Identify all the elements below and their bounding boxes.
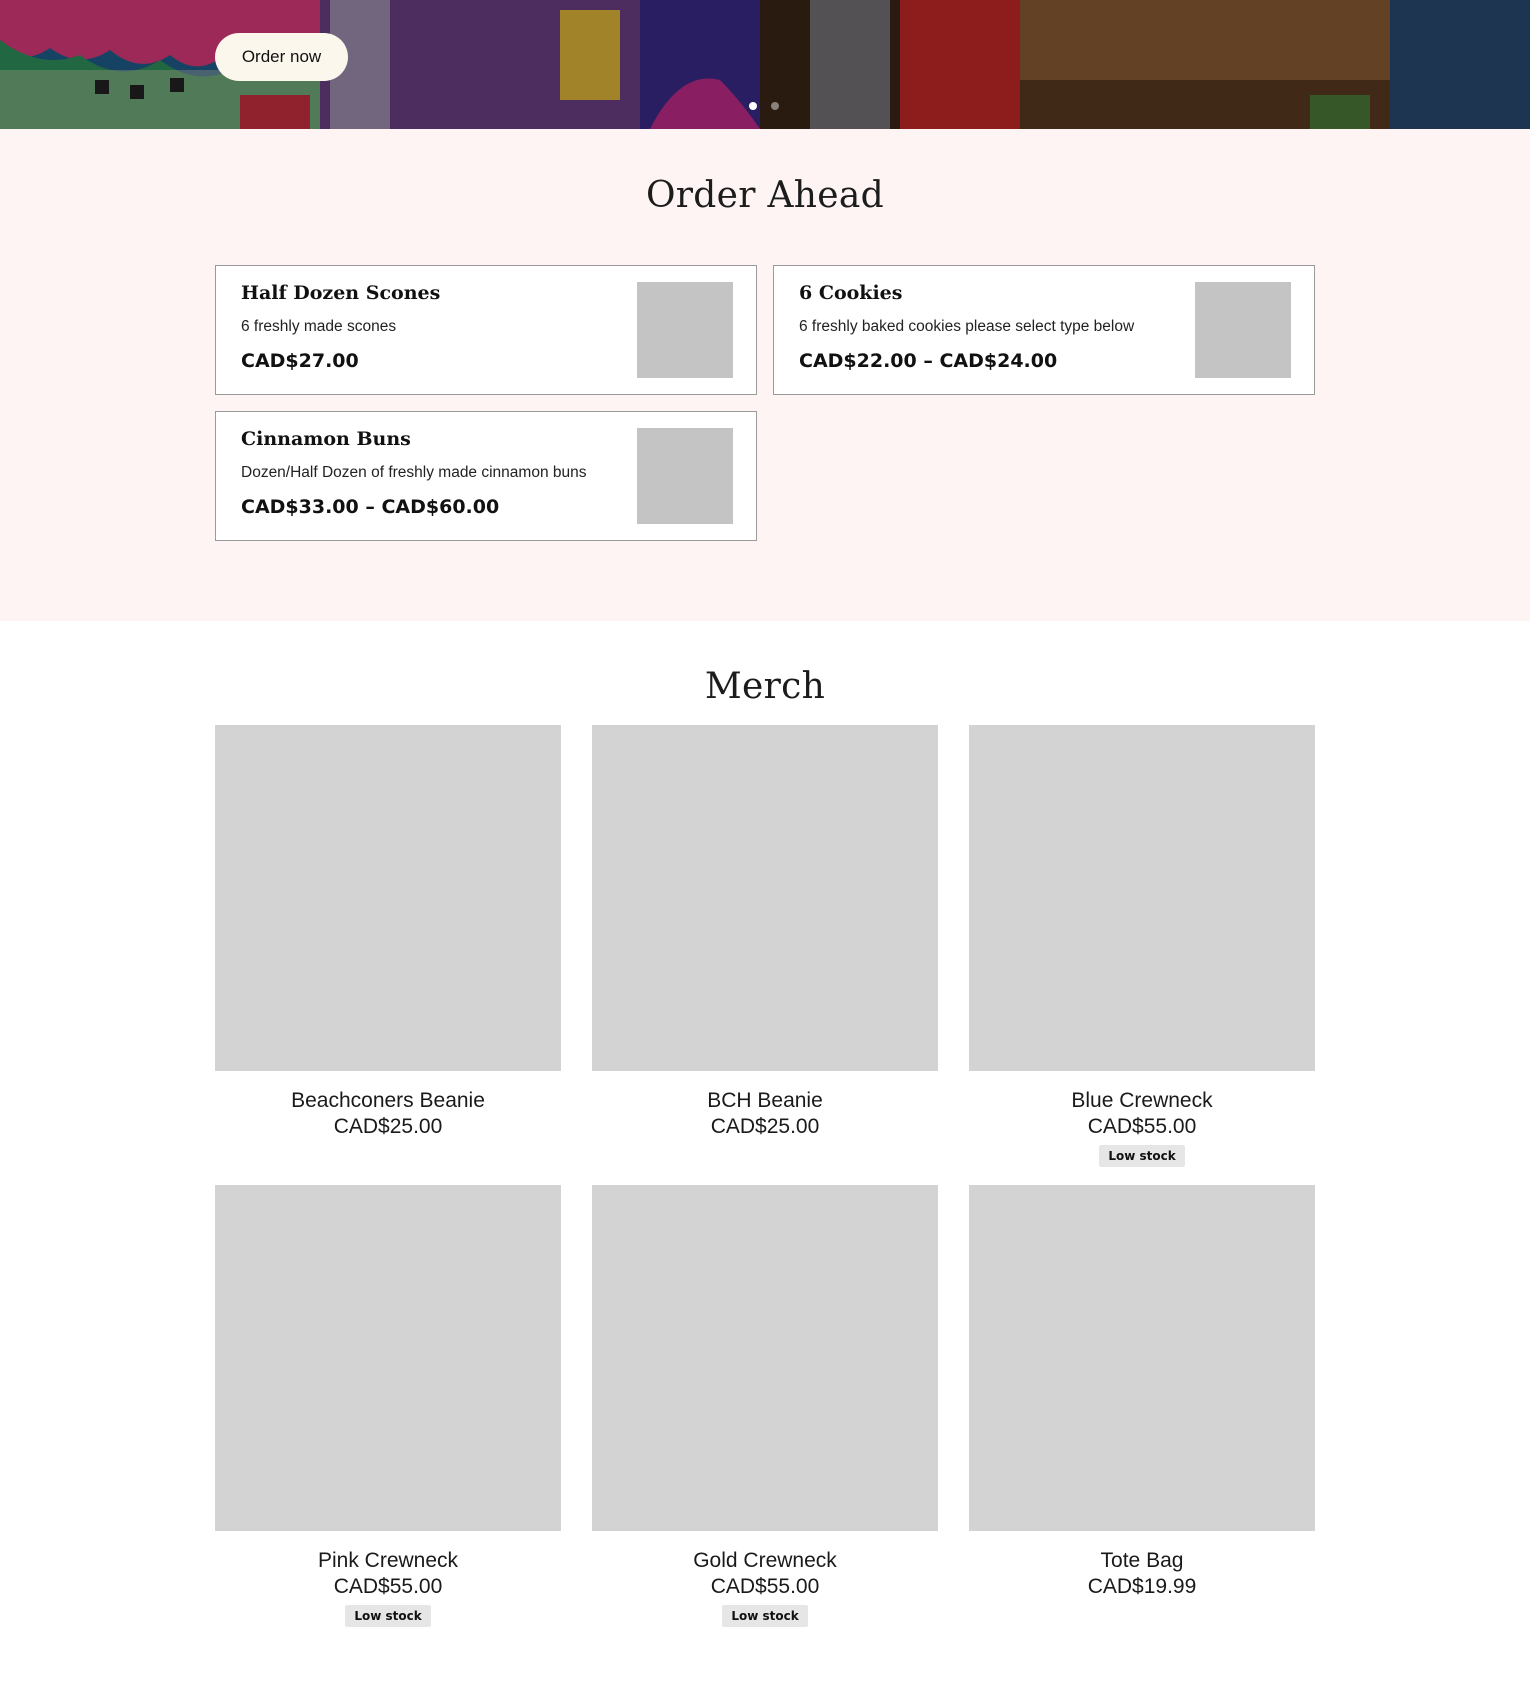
order-item-image (637, 282, 733, 378)
order-item-price: CAD$27.00 (241, 350, 359, 372)
order-item-price: CAD$22.00 – CAD$24.00 (799, 350, 1058, 372)
product-name[interactable]: BCH Beanie (707, 1089, 823, 1112)
product-image[interactable] (969, 725, 1315, 1071)
product-name[interactable]: Blue Crewneck (1071, 1089, 1213, 1112)
product-image[interactable] (215, 725, 561, 1071)
order-item-description: 6 freshly baked cookies please select type below (799, 318, 1135, 335)
hero-banner (0, 0, 1530, 129)
order-item-card[interactable] (215, 411, 757, 541)
product-card[interactable] (969, 725, 1315, 1167)
product-name[interactable]: Gold Crewneck (693, 1549, 837, 1572)
low-stock-badge: Low stock (1099, 1145, 1184, 1167)
product-price: CAD$25.00 (333, 1115, 443, 1138)
low-stock-badge: Low stock (722, 1605, 807, 1627)
order-item-name: Half Dozen Scones (241, 282, 441, 304)
order-item-description: Dozen/Half Dozen of freshly made cinnamon buns (241, 464, 587, 481)
product-card[interactable] (215, 725, 561, 1140)
product-name[interactable]: Beachconers Beanie (291, 1089, 485, 1112)
product-card[interactable] (592, 725, 938, 1140)
product-image[interactable] (215, 1185, 561, 1531)
slide-indicators (749, 102, 779, 110)
order-item-card[interactable] (773, 265, 1315, 395)
order-item-card[interactable] (215, 265, 757, 395)
order-item-description: 6 freshly made scones (241, 318, 397, 335)
order-item-image (637, 428, 733, 524)
merch-title: Merch (704, 666, 826, 707)
product-price: CAD$55.00 (710, 1575, 820, 1598)
product-price: CAD$25.00 (710, 1115, 820, 1138)
product-name[interactable]: Pink Crewneck (317, 1549, 459, 1572)
low-stock-badge: Low stock (345, 1605, 430, 1627)
product-price: CAD$19.99 (1087, 1575, 1197, 1598)
product-card[interactable] (969, 1185, 1315, 1600)
product-card[interactable] (592, 1185, 938, 1627)
product-price: CAD$55.00 (1087, 1115, 1197, 1138)
order-item-price: CAD$33.00 – CAD$60.00 (241, 496, 500, 518)
order-item-name: 6 Cookies (799, 282, 903, 304)
slide-dot-2[interactable] (771, 102, 779, 110)
product-name[interactable]: Tote Bag (1100, 1549, 1184, 1572)
slide-dot-1[interactable] (749, 102, 757, 110)
order-now-button[interactable]: Order now (215, 33, 348, 81)
product-price: CAD$55.00 (333, 1575, 443, 1598)
product-image[interactable] (592, 1185, 938, 1531)
order-ahead-title: Order Ahead (645, 175, 885, 216)
product-card[interactable] (215, 1185, 561, 1627)
product-image[interactable] (969, 1185, 1315, 1531)
order-item-name: Cinnamon Buns (241, 428, 411, 450)
order-ahead-section (0, 129, 1530, 621)
product-image[interactable] (592, 725, 938, 1071)
order-item-image (1195, 282, 1291, 378)
